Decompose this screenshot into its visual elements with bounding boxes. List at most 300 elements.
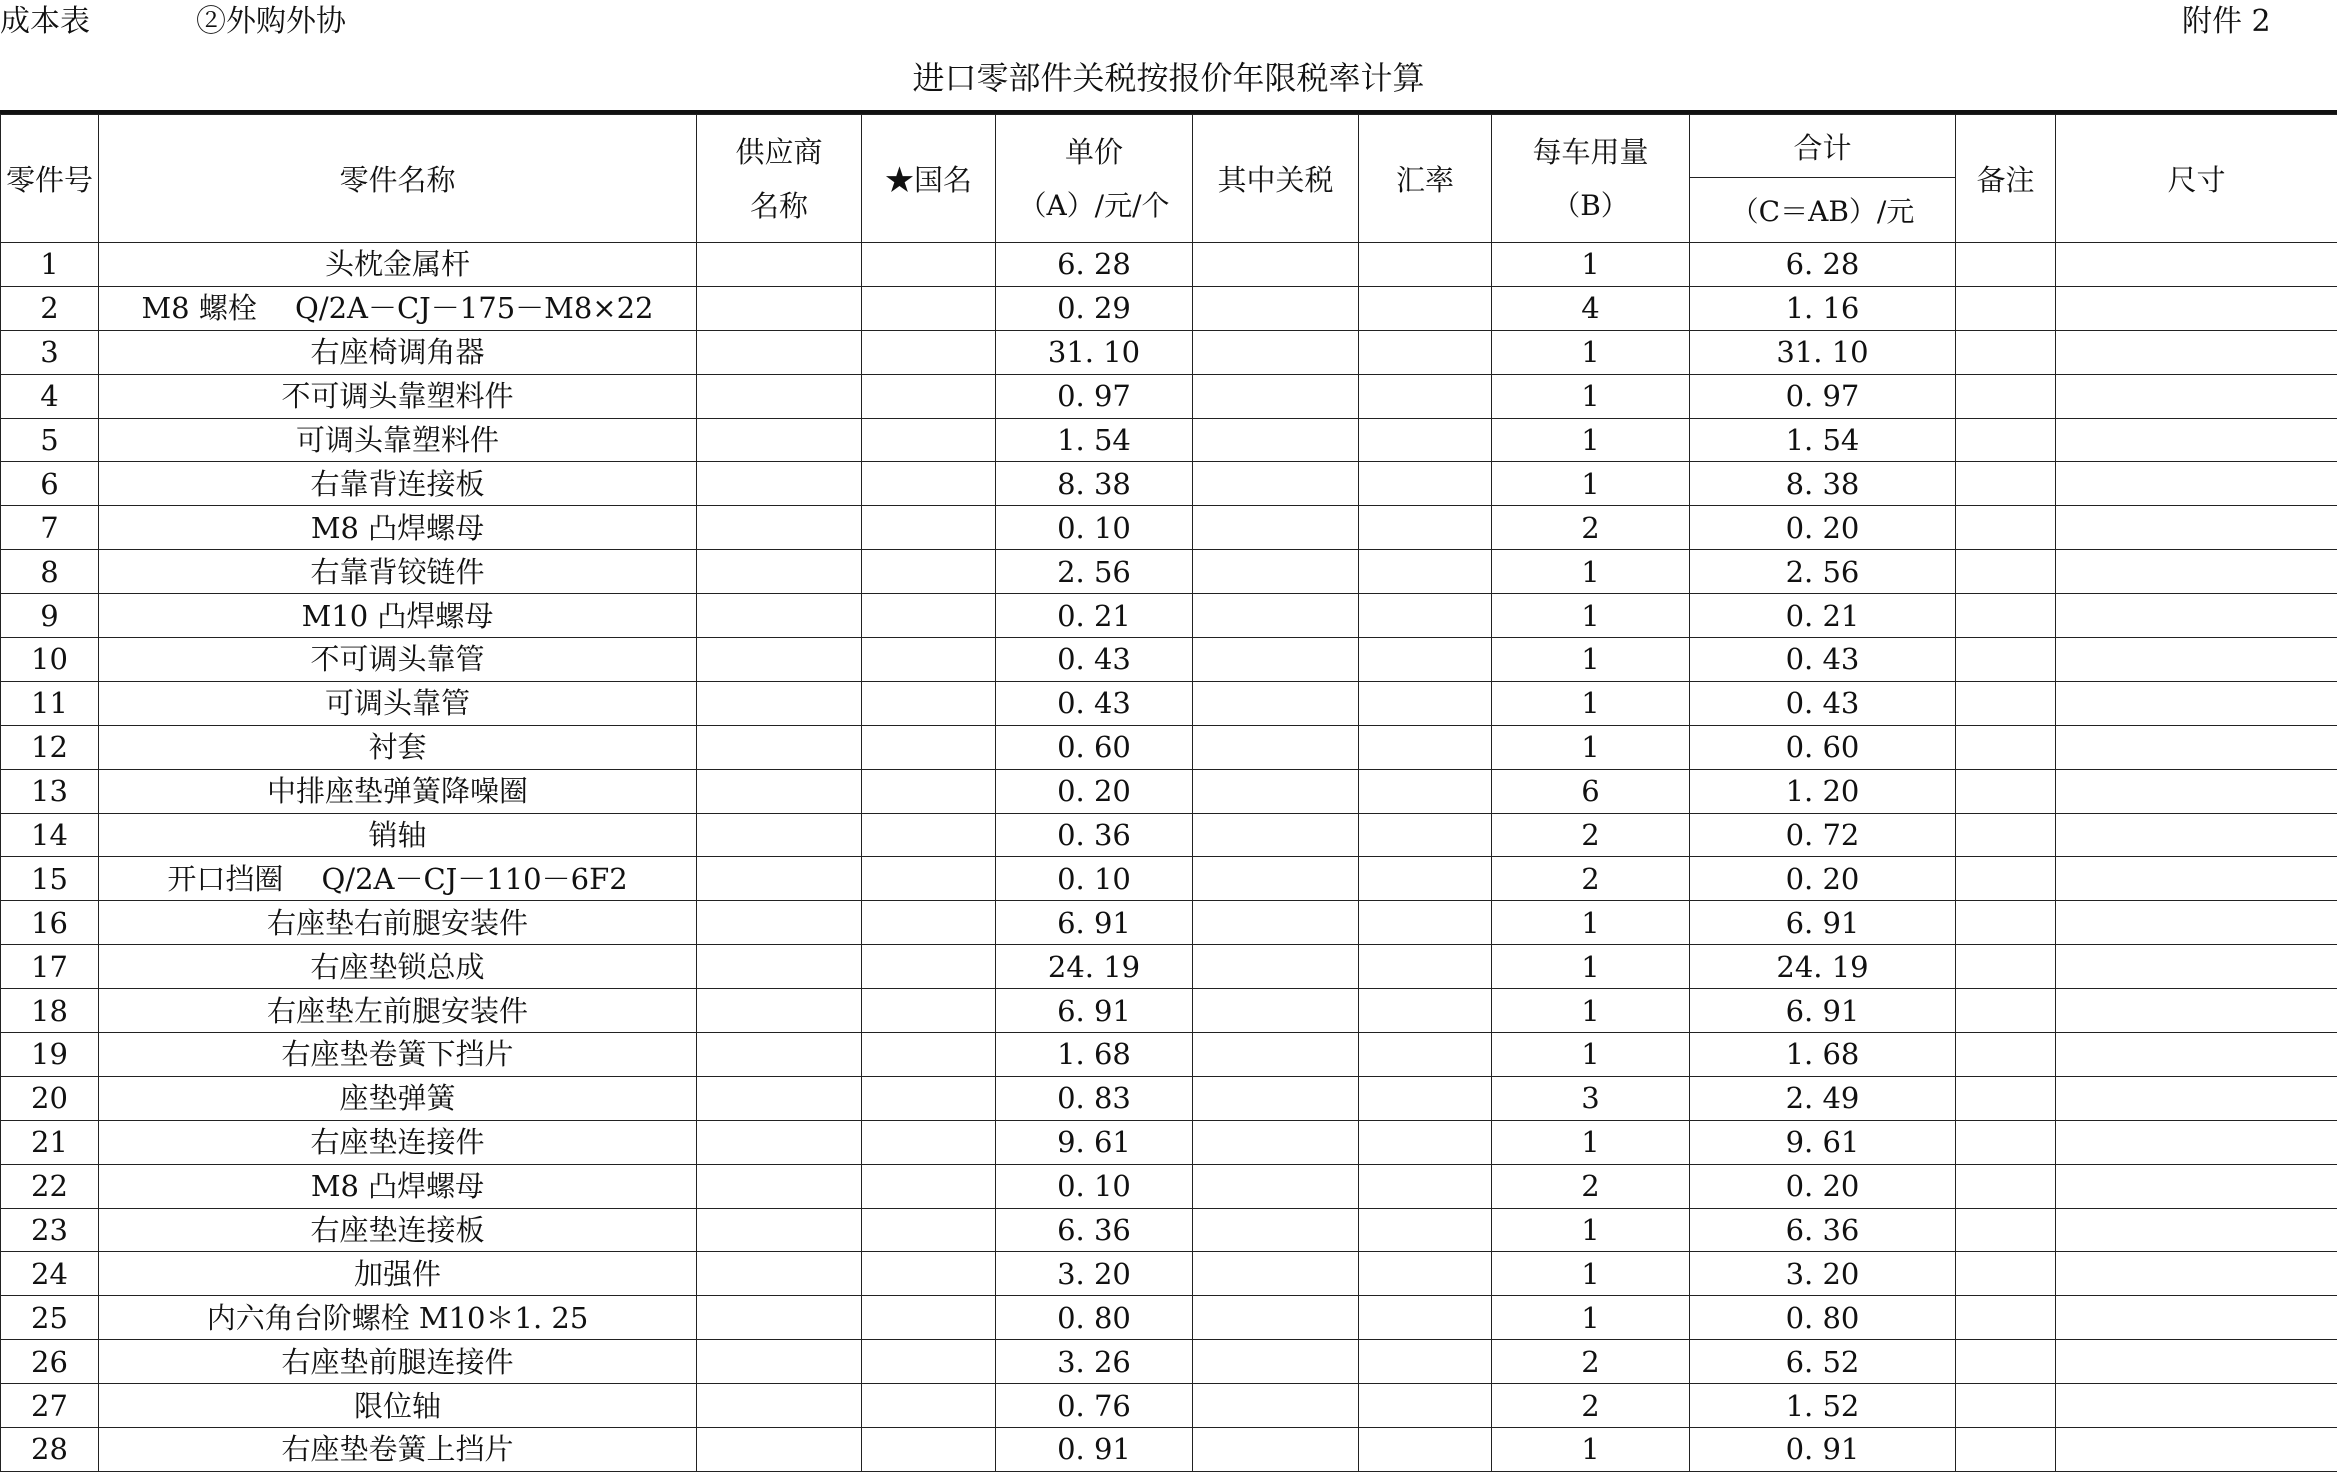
- page-title: 进口零部件关税按报价年限税率计算: [912, 59, 1425, 97]
- cell-country: [862, 418, 996, 462]
- cell-unit-price: 0. 43: [996, 638, 1193, 682]
- table-row: [1, 1384, 2337, 1428]
- cell-remark: [1956, 681, 2056, 725]
- cell-quantity: 1: [1492, 1120, 1690, 1164]
- cell-total: 0. 20: [1690, 1164, 1956, 1208]
- cell-exchange-rate: [1359, 550, 1492, 594]
- cell-total: 6. 52: [1690, 1340, 1956, 1384]
- cell-size: [2056, 1076, 2337, 1120]
- col-total-formula: （C＝AB）/元: [1690, 178, 1956, 243]
- cell-total: 1. 68: [1690, 1033, 1956, 1077]
- cell-size: [2056, 901, 2337, 945]
- table-row: [1, 1164, 2337, 1208]
- cell-unit-price: 0. 29: [996, 286, 1193, 330]
- cell-country: [862, 1120, 996, 1164]
- cell-country: [862, 594, 996, 638]
- cell-exchange-rate: [1359, 1033, 1492, 1077]
- cell-tariff: [1193, 857, 1359, 901]
- cell-tariff: [1193, 506, 1359, 550]
- cell-exchange-rate: [1359, 813, 1492, 857]
- cell-tariff: [1193, 594, 1359, 638]
- cell-total: 0. 20: [1690, 506, 1956, 550]
- cell-part-no: 12: [1, 725, 99, 769]
- table-row: [1, 374, 2337, 418]
- cell-size: [2056, 945, 2337, 989]
- cell-part-no: 6: [1, 462, 99, 506]
- cell-country: [862, 1208, 996, 1252]
- cell-supplier: [697, 813, 862, 857]
- cell-part-no: 26: [1, 1340, 99, 1384]
- cell-part-no: 4: [1, 374, 99, 418]
- cell-remark: [1956, 857, 2056, 901]
- cell-supplier: [697, 1033, 862, 1077]
- cell-size: [2056, 813, 2337, 857]
- cell-quantity: 1: [1492, 594, 1690, 638]
- cell-quantity: 1: [1492, 1252, 1690, 1296]
- cell-part-no: 3: [1, 330, 99, 374]
- cell-part-name: 衬套: [99, 725, 697, 769]
- cell-remark: [1956, 418, 2056, 462]
- cell-total: 0. 21: [1690, 594, 1956, 638]
- cell-tariff: [1193, 1428, 1359, 1472]
- cell-remark: [1956, 374, 2056, 418]
- cell-size: [2056, 1340, 2337, 1384]
- cell-part-name: 加强件: [99, 1252, 697, 1296]
- table-header-row: [1, 115, 2337, 178]
- cell-part-no: 11: [1, 681, 99, 725]
- cell-remark: [1956, 286, 2056, 330]
- cell-unit-price: 0. 36: [996, 813, 1193, 857]
- cell-exchange-rate: [1359, 243, 1492, 287]
- cell-tariff: [1193, 769, 1359, 813]
- cell-total: 0. 20: [1690, 857, 1956, 901]
- cell-exchange-rate: [1359, 1164, 1492, 1208]
- cell-tariff: [1193, 681, 1359, 725]
- cell-country: [862, 1428, 996, 1472]
- cell-total: 1. 52: [1690, 1384, 1956, 1428]
- cell-total: 1. 16: [1690, 286, 1956, 330]
- table-row: [1, 813, 2337, 857]
- cell-quantity: 2: [1492, 1164, 1690, 1208]
- table-row: [1, 550, 2337, 594]
- cell-part-no: 15: [1, 857, 99, 901]
- cell-unit-price: 0. 80: [996, 1296, 1193, 1340]
- cell-part-name: 右靠背铰链件: [99, 550, 697, 594]
- cell-quantity: 1: [1492, 1033, 1690, 1077]
- cell-size: [2056, 638, 2337, 682]
- cell-remark: [1956, 1076, 2056, 1120]
- cell-country: [862, 374, 996, 418]
- cell-part-no: 1: [1, 243, 99, 287]
- cell-part-name: 不可调头靠塑料件: [99, 374, 697, 418]
- cell-quantity: 1: [1492, 1428, 1690, 1472]
- cell-part-name: 不可调头靠管: [99, 638, 697, 682]
- table-row: [1, 945, 2337, 989]
- table-row: [1, 462, 2337, 506]
- cell-size: [2056, 1428, 2337, 1472]
- cell-size: [2056, 857, 2337, 901]
- cell-exchange-rate: [1359, 1428, 1492, 1472]
- cell-part-no: 5: [1, 418, 99, 462]
- cell-unit-price: 0. 10: [996, 857, 1193, 901]
- cell-unit-price: 0. 43: [996, 681, 1193, 725]
- cell-supplier: [697, 243, 862, 287]
- cell-quantity: 2: [1492, 857, 1690, 901]
- cell-unit-price: 0. 20: [996, 769, 1193, 813]
- cell-supplier: [697, 1164, 862, 1208]
- cell-part-no: 20: [1, 1076, 99, 1120]
- cell-exchange-rate: [1359, 1340, 1492, 1384]
- cell-part-name: 右座垫左前腿安装件: [99, 989, 697, 1033]
- cell-tariff: [1193, 1296, 1359, 1340]
- cell-total: 0. 80: [1690, 1296, 1956, 1340]
- cell-part-name: 座垫弹簧: [99, 1076, 697, 1120]
- cell-unit-price: 6. 28: [996, 243, 1193, 287]
- cell-remark: [1956, 1428, 2056, 1472]
- col-total: 合计: [1690, 115, 1956, 178]
- cell-part-no: 14: [1, 813, 99, 857]
- cell-country: [862, 243, 996, 287]
- cell-country: [862, 1340, 996, 1384]
- cell-country: [862, 506, 996, 550]
- table-row: [1, 1208, 2337, 1252]
- cell-tariff: [1193, 1120, 1359, 1164]
- cell-remark: [1956, 1296, 2056, 1340]
- cell-quantity: 2: [1492, 813, 1690, 857]
- cell-total: 1. 20: [1690, 769, 1956, 813]
- cell-unit-price: 0. 76: [996, 1384, 1193, 1428]
- cell-part-no: 19: [1, 1033, 99, 1077]
- cell-unit-price: 31. 10: [996, 330, 1193, 374]
- cell-size: [2056, 1033, 2337, 1077]
- table-row: [1, 1076, 2337, 1120]
- cell-part-no: 28: [1, 1428, 99, 1472]
- cell-tariff: [1193, 1384, 1359, 1428]
- cell-part-name: 右座垫卷簧上挡片: [99, 1428, 697, 1472]
- cell-remark: [1956, 1208, 2056, 1252]
- cell-part-name: M8 凸焊螺母: [99, 506, 697, 550]
- table-row: [1, 286, 2337, 330]
- cell-tariff: [1193, 638, 1359, 682]
- cell-exchange-rate: [1359, 594, 1492, 638]
- cell-total: 1. 54: [1690, 418, 1956, 462]
- cell-country: [862, 989, 996, 1033]
- table-row: [1, 1033, 2337, 1077]
- cell-tariff: [1193, 243, 1359, 287]
- table-row: [1, 330, 2337, 374]
- cell-country: [862, 725, 996, 769]
- cell-country: [862, 462, 996, 506]
- cell-part-name: 可调头靠塑料件: [99, 418, 697, 462]
- cell-supplier: [697, 638, 862, 682]
- cell-tariff: [1193, 1208, 1359, 1252]
- cell-tariff: [1193, 945, 1359, 989]
- cell-unit-price: 6. 36: [996, 1208, 1193, 1252]
- cell-size: [2056, 1208, 2337, 1252]
- cell-remark: [1956, 638, 2056, 682]
- table-row: [1, 1428, 2337, 1472]
- cell-unit-price: 0. 97: [996, 374, 1193, 418]
- cell-tariff: [1193, 1033, 1359, 1077]
- cell-tariff: [1193, 462, 1359, 506]
- cell-total: 0. 97: [1690, 374, 1956, 418]
- table-row: [1, 594, 2337, 638]
- cell-tariff: [1193, 418, 1359, 462]
- cell-exchange-rate: [1359, 1120, 1492, 1164]
- col-quantity: 每车用量 （B）: [1492, 115, 1690, 243]
- cell-exchange-rate: [1359, 945, 1492, 989]
- cell-part-no: 23: [1, 1208, 99, 1252]
- cell-size: [2056, 506, 2337, 550]
- cell-part-name: 右座椅调角器: [99, 330, 697, 374]
- cell-supplier: [697, 725, 862, 769]
- table-row: [1, 243, 2337, 287]
- cell-supplier: [697, 857, 862, 901]
- cell-exchange-rate: [1359, 1076, 1492, 1120]
- cell-total: 6. 28: [1690, 243, 1956, 287]
- cell-tariff: [1193, 725, 1359, 769]
- cell-exchange-rate: [1359, 1208, 1492, 1252]
- cell-total: 6. 91: [1690, 901, 1956, 945]
- cell-total: 24. 19: [1690, 945, 1956, 989]
- cell-exchange-rate: [1359, 681, 1492, 725]
- cell-country: [862, 945, 996, 989]
- cell-tariff: [1193, 1252, 1359, 1296]
- cell-tariff: [1193, 550, 1359, 594]
- cell-part-no: 27: [1, 1384, 99, 1428]
- cell-exchange-rate: [1359, 1252, 1492, 1296]
- cell-exchange-rate: [1359, 506, 1492, 550]
- cell-size: [2056, 769, 2337, 813]
- cell-remark: [1956, 330, 2056, 374]
- cell-exchange-rate: [1359, 1296, 1492, 1340]
- cell-quantity: 1: [1492, 638, 1690, 682]
- cell-quantity: 3: [1492, 1076, 1690, 1120]
- cell-unit-price: 0. 83: [996, 1076, 1193, 1120]
- cell-country: [862, 681, 996, 725]
- cell-unit-price: 6. 91: [996, 901, 1193, 945]
- table-row: [1, 506, 2337, 550]
- cell-tariff: [1193, 1340, 1359, 1384]
- cell-total: 0. 72: [1690, 813, 1956, 857]
- table-body: [1, 243, 2337, 1472]
- cell-size: [2056, 1384, 2337, 1428]
- cell-total: 31. 10: [1690, 330, 1956, 374]
- cell-unit-price: 3. 26: [996, 1340, 1193, 1384]
- cell-total: 6. 91: [1690, 989, 1956, 1033]
- cell-size: [2056, 989, 2337, 1033]
- cell-unit-price: 0. 10: [996, 506, 1193, 550]
- cell-part-name: 可调头靠管: [99, 681, 697, 725]
- cell-supplier: [697, 681, 862, 725]
- cell-size: [2056, 1120, 2337, 1164]
- cell-supplier: [697, 594, 862, 638]
- cell-part-name: 右座垫卷簧下挡片: [99, 1033, 697, 1077]
- cell-size: [2056, 681, 2337, 725]
- col-part-name: 零件名称: [99, 115, 697, 243]
- cell-unit-price: 0. 91: [996, 1428, 1193, 1472]
- cell-part-no: 18: [1, 989, 99, 1033]
- cell-supplier: [697, 901, 862, 945]
- cell-tariff: [1193, 813, 1359, 857]
- cell-total: 0. 43: [1690, 681, 1956, 725]
- cell-part-name: 开口挡圈 Q/2A－CJ－110－6F2: [99, 857, 697, 901]
- cell-part-name: 销轴: [99, 813, 697, 857]
- cell-part-no: 10: [1, 638, 99, 682]
- cell-country: [862, 550, 996, 594]
- cell-exchange-rate: [1359, 462, 1492, 506]
- cell-tariff: [1193, 286, 1359, 330]
- cell-supplier: [697, 330, 862, 374]
- cell-quantity: 1: [1492, 1208, 1690, 1252]
- cell-size: [2056, 286, 2337, 330]
- table-row: [1, 989, 2337, 1033]
- cell-supplier: [697, 1428, 862, 1472]
- cell-supplier: [697, 286, 862, 330]
- cost-table-label: 成本表: [0, 4, 90, 39]
- cell-remark: [1956, 1384, 2056, 1428]
- cell-exchange-rate: [1359, 418, 1492, 462]
- cell-quantity: 1: [1492, 1296, 1690, 1340]
- cell-exchange-rate: [1359, 989, 1492, 1033]
- cell-unit-price: 1. 54: [996, 418, 1193, 462]
- cell-part-no: 2: [1, 286, 99, 330]
- attachment-label: 附件 2: [2182, 4, 2271, 39]
- cell-size: [2056, 1164, 2337, 1208]
- cell-part-no: 7: [1, 506, 99, 550]
- cell-quantity: 1: [1492, 462, 1690, 506]
- cell-country: [862, 330, 996, 374]
- cell-size: [2056, 462, 2337, 506]
- cell-remark: [1956, 901, 2056, 945]
- cell-unit-price: 2. 56: [996, 550, 1193, 594]
- cell-quantity: 2: [1492, 1384, 1690, 1428]
- cell-quantity: 1: [1492, 330, 1690, 374]
- cell-remark: [1956, 506, 2056, 550]
- cell-remark: [1956, 1164, 2056, 1208]
- cell-remark: [1956, 989, 2056, 1033]
- cell-supplier: [697, 1384, 862, 1428]
- cell-part-name: M8 螺栓 Q/2A－CJ－175－M8×22: [99, 286, 697, 330]
- cell-supplier: [697, 1208, 862, 1252]
- cell-size: [2056, 330, 2337, 374]
- table-row: [1, 1296, 2337, 1340]
- cell-exchange-rate: [1359, 725, 1492, 769]
- cell-part-no: 22: [1, 1164, 99, 1208]
- cell-country: [862, 1252, 996, 1296]
- cell-quantity: 1: [1492, 550, 1690, 594]
- cell-tariff: [1193, 374, 1359, 418]
- cell-tariff: [1193, 1164, 1359, 1208]
- category-label: ②外购外协: [196, 4, 346, 39]
- cell-quantity: 6: [1492, 769, 1690, 813]
- cell-remark: [1956, 725, 2056, 769]
- cell-part-name: 内六角台阶螺栓 M10＊1. 25: [99, 1296, 697, 1340]
- table-row: [1, 1252, 2337, 1296]
- cell-remark: [1956, 813, 2056, 857]
- cell-remark: [1956, 550, 2056, 594]
- cell-country: [862, 769, 996, 813]
- cell-part-no: 25: [1, 1296, 99, 1340]
- cell-total: 2. 56: [1690, 550, 1956, 594]
- cell-exchange-rate: [1359, 1384, 1492, 1428]
- cell-country: [862, 857, 996, 901]
- cell-part-no: 16: [1, 901, 99, 945]
- cell-size: [2056, 1296, 2337, 1340]
- cell-total: 0. 43: [1690, 638, 1956, 682]
- cell-total: 8. 38: [1690, 462, 1956, 506]
- cell-unit-price: 0. 10: [996, 1164, 1193, 1208]
- cell-country: [862, 638, 996, 682]
- table-row: [1, 769, 2337, 813]
- table-row: [1, 638, 2337, 682]
- cell-supplier: [697, 769, 862, 813]
- header-left: [0, 0, 346, 44]
- cell-quantity: 1: [1492, 725, 1690, 769]
- cell-exchange-rate: [1359, 286, 1492, 330]
- cell-total: 0. 91: [1690, 1428, 1956, 1472]
- col-country: ★国名: [862, 115, 996, 243]
- cell-total: 0. 60: [1690, 725, 1956, 769]
- cell-supplier: [697, 462, 862, 506]
- cell-exchange-rate: [1359, 638, 1492, 682]
- cell-size: [2056, 1252, 2337, 1296]
- col-tariff: 其中关税: [1193, 115, 1359, 243]
- cell-unit-price: 9. 61: [996, 1120, 1193, 1164]
- cell-unit-price: 0. 60: [996, 725, 1193, 769]
- cell-supplier: [697, 1296, 862, 1340]
- cell-total: 9. 61: [1690, 1120, 1956, 1164]
- cell-size: [2056, 594, 2337, 638]
- cell-quantity: 1: [1492, 243, 1690, 287]
- cell-remark: [1956, 1340, 2056, 1384]
- cell-supplier: [697, 1340, 862, 1384]
- cell-quantity: 1: [1492, 901, 1690, 945]
- cell-country: [862, 1296, 996, 1340]
- cell-part-name: 中排座垫弹簧降噪圈: [99, 769, 697, 813]
- cell-part-name: 右座垫连接件: [99, 1120, 697, 1164]
- cell-part-name: 限位轴: [99, 1384, 697, 1428]
- cell-supplier: [697, 550, 862, 594]
- cell-quantity: 1: [1492, 418, 1690, 462]
- cell-supplier: [697, 1120, 862, 1164]
- cell-supplier: [697, 418, 862, 462]
- cell-remark: [1956, 1033, 2056, 1077]
- cell-total: 6. 36: [1690, 1208, 1956, 1252]
- col-size: 尺寸: [2056, 115, 2337, 243]
- cell-remark: [1956, 594, 2056, 638]
- col-remark: 备注: [1956, 115, 2056, 243]
- cell-quantity: 1: [1492, 681, 1690, 725]
- cell-part-name: 右座垫连接板: [99, 1208, 697, 1252]
- cell-exchange-rate: [1359, 901, 1492, 945]
- col-exchange-rate: 汇率: [1359, 115, 1492, 243]
- cell-remark: [1956, 462, 2056, 506]
- cell-country: [862, 1033, 996, 1077]
- cell-part-name: 右座垫右前腿安装件: [99, 901, 697, 945]
- cell-total: 3. 20: [1690, 1252, 1956, 1296]
- cell-country: [862, 1076, 996, 1120]
- col-supplier: 供应商 名称: [697, 115, 862, 243]
- cell-tariff: [1193, 901, 1359, 945]
- cell-unit-price: 3. 20: [996, 1252, 1193, 1296]
- cell-remark: [1956, 945, 2056, 989]
- cell-part-no: 17: [1, 945, 99, 989]
- cell-exchange-rate: [1359, 857, 1492, 901]
- cell-part-no: 8: [1, 550, 99, 594]
- cell-tariff: [1193, 330, 1359, 374]
- cell-total: 2. 49: [1690, 1076, 1956, 1120]
